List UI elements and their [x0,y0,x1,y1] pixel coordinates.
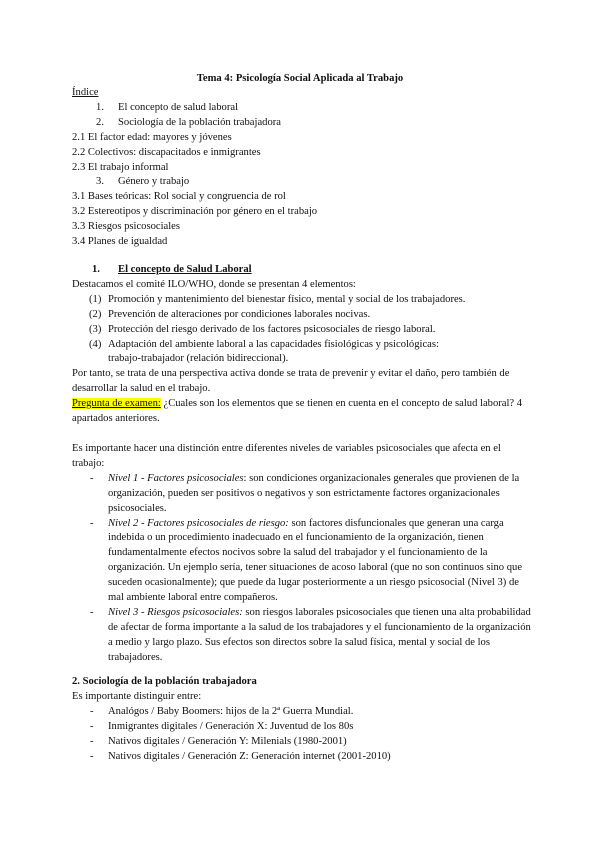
section-2-heading: 2. Sociología de la población trabajadora [72,676,257,687]
element-item: (3) Protección del riesgo derivado de los factores psicosociales de riesgo laboral. [89,323,436,335]
section-2-intro: Es importante distinguir entre: [72,690,202,702]
element-item: (2) Prevención de alteraciones por condiciones laborales nocivas. [89,308,371,320]
element-item: (1) Promoción y mantenimiento del bienestar físico, mental y social de los trabajadores. [89,293,466,305]
level-item: - Nivel 1 - Factores psicosociales: son condiciones organizacionales generales que provienen de la organización, pueden ser positivos o negativos y son estrictamente factores organizacionales psicosociales. [90,472,520,514]
toc-heading: Índice [72,87,99,98]
section-2 [72,675,532,764]
toc-item: 2.2 Colectivos: discapacitados e inmigrantes [72,146,261,158]
section-1 [72,263,532,666]
section-1-intro: Destacamos el comité ILO/WHO, donde se presentan 4 elementos: [72,278,356,290]
toc-item: 3. Género y trabajo [96,176,190,188]
section-1-heading: 1. El concepto de Salud Laboral [92,264,252,275]
toc-item: 3.3 Riesgos psicosociales [72,221,180,233]
exam-question: Pregunta de examen: ¿Cuales son los elementos que se tienen en cuenta en el concepto de salud laboral? 4 apartados anteriores. [72,398,523,425]
table-of-contents [72,86,532,250]
element-item: (4) Adaptación del ambiente laboral a las capacidades fisiológicas y psicológicas: trabajo-trabajador (relación bidireccional). [89,338,439,365]
toc-item: 2.1 El factor edad: mayores y jóvenes [72,131,232,143]
generation-item: - Inmigrantes digitales / Generación X: Juventud de los 80s [90,720,354,732]
toc-item: 3.4 Planes de igualdad [72,236,168,248]
generation-item: - Nativos digitales / Generación Z: Generación internet (2001-2010) [90,750,391,762]
levels-intro: Es importante hacer una distinción entre diferentes niveles de variables psicosociales que afecta en el trabajo: [72,442,501,469]
exam-label-highlight: Pregunta de examen: [72,398,161,410]
document-title: Tema 4: Psicología Social Aplicada al Trabajo [196,73,404,84]
toc-item: 2. Sociología de la población trabajadora [96,116,281,128]
generation-item: - Nativos digitales / Generación Y: Milenials (1980-2001) [90,735,347,747]
section-1-conclusion: Por tanto, se trata de una perspectiva activa donde se trata de prevenir y evitar el daño, pero también de desarrollar la salud en el trabajo. [72,368,510,395]
generation-item: - Analógos / Baby Boomers: hijos de la 2ª Guerra Mundial. [90,705,354,717]
toc-item: 3.2 Estereotipos y discriminación por género en el trabajo [72,206,318,218]
level-item: - Nivel 2 - Factores psicosociales de riesgo: son factores disfuncionales que generan una carga indebida o un procedimiento inadecuado en el funcionamiento de la organización, tienen fundamentalmente efectos nocivos sobre la salud del trabajador y el funcionamiento de la organización. Un ejemplo sería, tener situaciones de acoso laboral (que no son continuos sino que suceden ocasionalmente); que puede da lugar posteriormente a un riesgo psicosocial (Nivel 3) de mal ambiente laboral entre compañeros. [90,517,523,604]
toc-item: 2.3 El trabajo informal [72,161,169,173]
toc-item: 1. El concepto de salud laboral [96,101,239,113]
toc-item: 3.1 Bases teóricas: Rol social y congruencia de rol [72,191,286,203]
level-item: - Nivel 3 - Riesgos psicosociales: son riesgos laborales psicosociales que tienen una alta probabilidad de afectar de forma importante a la salud de los trabajadores y el funcionamiento de la organización a medio y largo plazo. Sus efectos son directos sobre la salud física, mental y social de los trabajadores. [90,606,531,663]
